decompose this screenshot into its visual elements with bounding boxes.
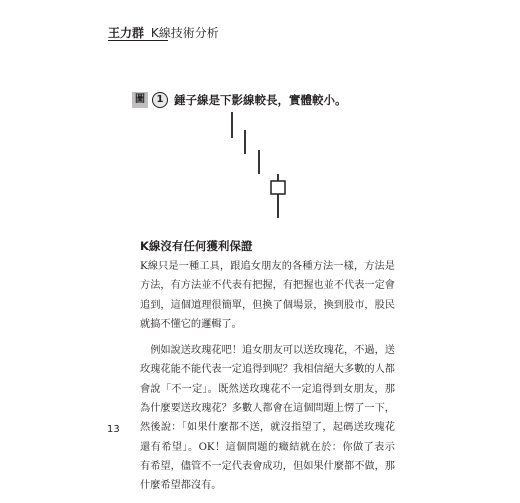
hammer-body <box>271 181 285 194</box>
candlestick-diagram <box>220 108 300 228</box>
figure-number: 1 <box>152 92 168 108</box>
figure-caption <box>132 92 347 108</box>
figure-label: 圖 <box>132 92 148 108</box>
page-number: 13 <box>107 424 120 435</box>
header-rule <box>108 40 168 41</box>
section-title: K線沒有任何獲利保證 <box>140 239 253 253</box>
figure-caption-text: 錘子線是下影線較長，實體較小。 <box>174 93 347 107</box>
author-name: 王力群 <box>108 26 145 40</box>
paragraph-1: K線只是一種工具，跟追女朋友的各種方法一樣，方法是方法，有方法並不代表有把握，有把握也並不代表一定會追到，這個道理很簡單，但換了個場景，換到股市，股民就搞不懂它的邏輯了。 <box>140 261 395 330</box>
paragraph-2: 例如說送玫瑰花吧！追女朋友可以送玫瑰花，不過，送玫瑰花能不能代表一定追得到呢？我相信絕大多數的人都會說「不一定」。既然送玫瑰花不一定追得到女朋友，那為什麼要送玫瑰花？多數人都會在這個問題上愣了一下，然後說：「如果什麼都不送，就沒指望了，起碼送玫瑰花還有希望」。OK！這個問題的癥結就在於：你做了表示有希望，儘管不一定代表會成功，但如果什麼都不做，那什麼希望都沒有。 <box>140 345 395 492</box>
body-text <box>140 257 395 503</box>
running-header <box>108 24 219 41</box>
book-title: K線技術分析 <box>150 26 219 40</box>
